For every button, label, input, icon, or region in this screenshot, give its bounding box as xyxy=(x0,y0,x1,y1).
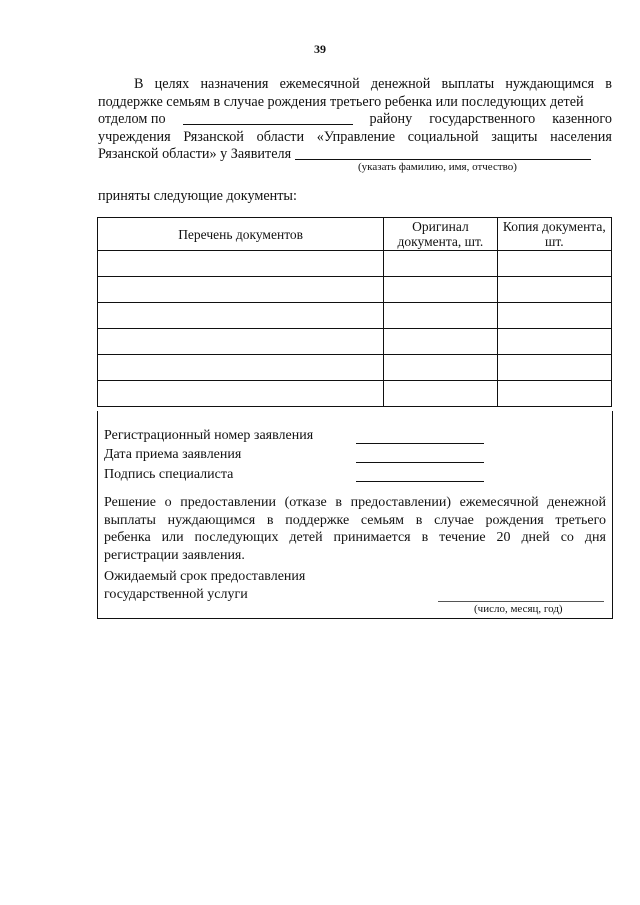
accepted-label: приняты следующие документы: xyxy=(98,188,297,204)
word: предоставлении) xyxy=(350,495,452,510)
word: району xyxy=(369,111,413,127)
table-header-row xyxy=(98,218,612,251)
word: рождения xyxy=(485,512,544,528)
word: денежной xyxy=(547,495,606,510)
table-cell[interactable] xyxy=(497,329,611,355)
word: детей xyxy=(289,530,323,545)
expected-date-hint: (число, месяц, год) xyxy=(474,603,563,615)
word: нуждающимся xyxy=(167,512,256,528)
table-cell[interactable] xyxy=(98,277,384,303)
decision-line-1 xyxy=(104,494,606,512)
intro-line-2 xyxy=(98,94,612,112)
applicant-blank[interactable] xyxy=(295,146,591,160)
expected-date-blank[interactable] xyxy=(438,601,604,602)
word: принимается xyxy=(333,530,411,545)
registration-number-blank[interactable] xyxy=(356,443,484,444)
specialist-signature-label: Подпись специалиста xyxy=(104,467,234,482)
word: государственного xyxy=(429,111,536,127)
table-cell[interactable] xyxy=(98,303,384,329)
word: назначения xyxy=(200,76,269,92)
intro-paragraph xyxy=(98,76,612,164)
word: в xyxy=(415,512,423,528)
intro-line-3 xyxy=(98,111,612,129)
registration-box xyxy=(97,411,613,619)
intro-line-4 xyxy=(98,129,612,147)
page-number: 39 xyxy=(314,42,326,56)
word: «Управление xyxy=(316,128,396,145)
table-cell[interactable] xyxy=(98,329,384,355)
table-row xyxy=(98,329,612,355)
word: казенного xyxy=(552,111,612,127)
receipt-date-blank[interactable] xyxy=(356,462,484,463)
word: семьям xyxy=(360,512,405,528)
table-cell[interactable] xyxy=(384,329,497,355)
word: ребенка xyxy=(104,530,151,545)
intro-line-1 xyxy=(98,76,612,94)
applicant-hint: (указать фамилию, имя, отчество) xyxy=(358,161,517,173)
table-cell[interactable] xyxy=(98,381,384,407)
table-cell[interactable] xyxy=(98,355,384,381)
decision-text: регистрации заявления. xyxy=(104,547,245,563)
table-cell[interactable] xyxy=(497,381,611,407)
word: в xyxy=(266,512,274,528)
district-blank[interactable] xyxy=(183,111,353,125)
header-documents: Перечень документов xyxy=(98,218,384,251)
word: о xyxy=(164,495,172,510)
table-row xyxy=(98,303,612,329)
receipt-date-label: Дата приема заявления xyxy=(104,447,242,462)
table-row xyxy=(98,355,612,381)
word: дней xyxy=(521,530,550,545)
intro-text: Рязанской области» у Заявителя xyxy=(98,146,292,162)
expected-term-line-2: государственной услуги xyxy=(104,586,248,602)
word: выплаты xyxy=(441,76,495,92)
word: последующих xyxy=(194,530,279,545)
word: поддержке xyxy=(285,512,350,528)
decision-line-3 xyxy=(104,529,606,547)
registration-number-label: Регистрационный номер заявления xyxy=(104,428,314,443)
header-copy: Копия документа, шт. xyxy=(497,218,611,251)
expected-term-line-1: Ожидаемый срок предоставления xyxy=(104,569,306,584)
intro-text: отделом по xyxy=(98,111,166,127)
word: учреждения xyxy=(98,128,171,145)
word: 20 xyxy=(496,530,511,545)
table-row xyxy=(98,251,612,277)
word: ежемесячной xyxy=(459,495,539,510)
word: целях xyxy=(154,76,190,92)
word: ежемесячной xyxy=(279,76,360,92)
word: Рязанской xyxy=(183,128,244,145)
word: со xyxy=(560,530,574,545)
word: дня xyxy=(584,530,606,545)
word: в xyxy=(421,530,429,545)
table-cell[interactable] xyxy=(384,355,497,381)
header-original: Оригинал документа, шт. xyxy=(384,218,497,251)
table-cell[interactable] xyxy=(497,355,611,381)
decision-paragraph xyxy=(104,494,606,564)
table-cell[interactable] xyxy=(384,303,497,329)
table-cell[interactable] xyxy=(497,303,611,329)
intro-text: поддержке семьям в случае рождения третьего ребенка или последующих детей xyxy=(98,93,584,110)
word: случае xyxy=(434,512,474,528)
word: населения xyxy=(550,128,612,145)
table-cell[interactable] xyxy=(384,381,497,407)
table-cell[interactable] xyxy=(384,251,497,277)
decision-line-4 xyxy=(104,547,606,565)
word: третьего xyxy=(555,512,606,528)
decision-line-2 xyxy=(104,512,606,530)
word: или xyxy=(161,530,184,545)
word: Решение xyxy=(104,495,157,510)
expected-term xyxy=(104,568,305,603)
word: (отказе xyxy=(284,495,327,510)
intro-line-5 xyxy=(98,146,612,164)
table-cell[interactable] xyxy=(497,251,611,277)
word: области xyxy=(256,128,305,145)
word: предоставлении xyxy=(180,495,277,510)
word: течение xyxy=(439,530,486,545)
word: защиты xyxy=(491,128,538,145)
table-row xyxy=(98,277,612,303)
documents-table xyxy=(97,217,612,407)
table-row xyxy=(98,381,612,407)
table-cell[interactable] xyxy=(98,251,384,277)
word: в xyxy=(605,76,612,92)
table-cell[interactable] xyxy=(384,277,497,303)
specialist-signature-blank[interactable] xyxy=(356,481,484,482)
word: денежной xyxy=(370,76,431,92)
word: выплаты xyxy=(104,512,156,528)
word: нуждающимся xyxy=(505,76,595,92)
word: социальной xyxy=(407,128,479,145)
table-cell[interactable] xyxy=(497,277,611,303)
word: В xyxy=(134,76,144,92)
word: в xyxy=(335,495,342,510)
